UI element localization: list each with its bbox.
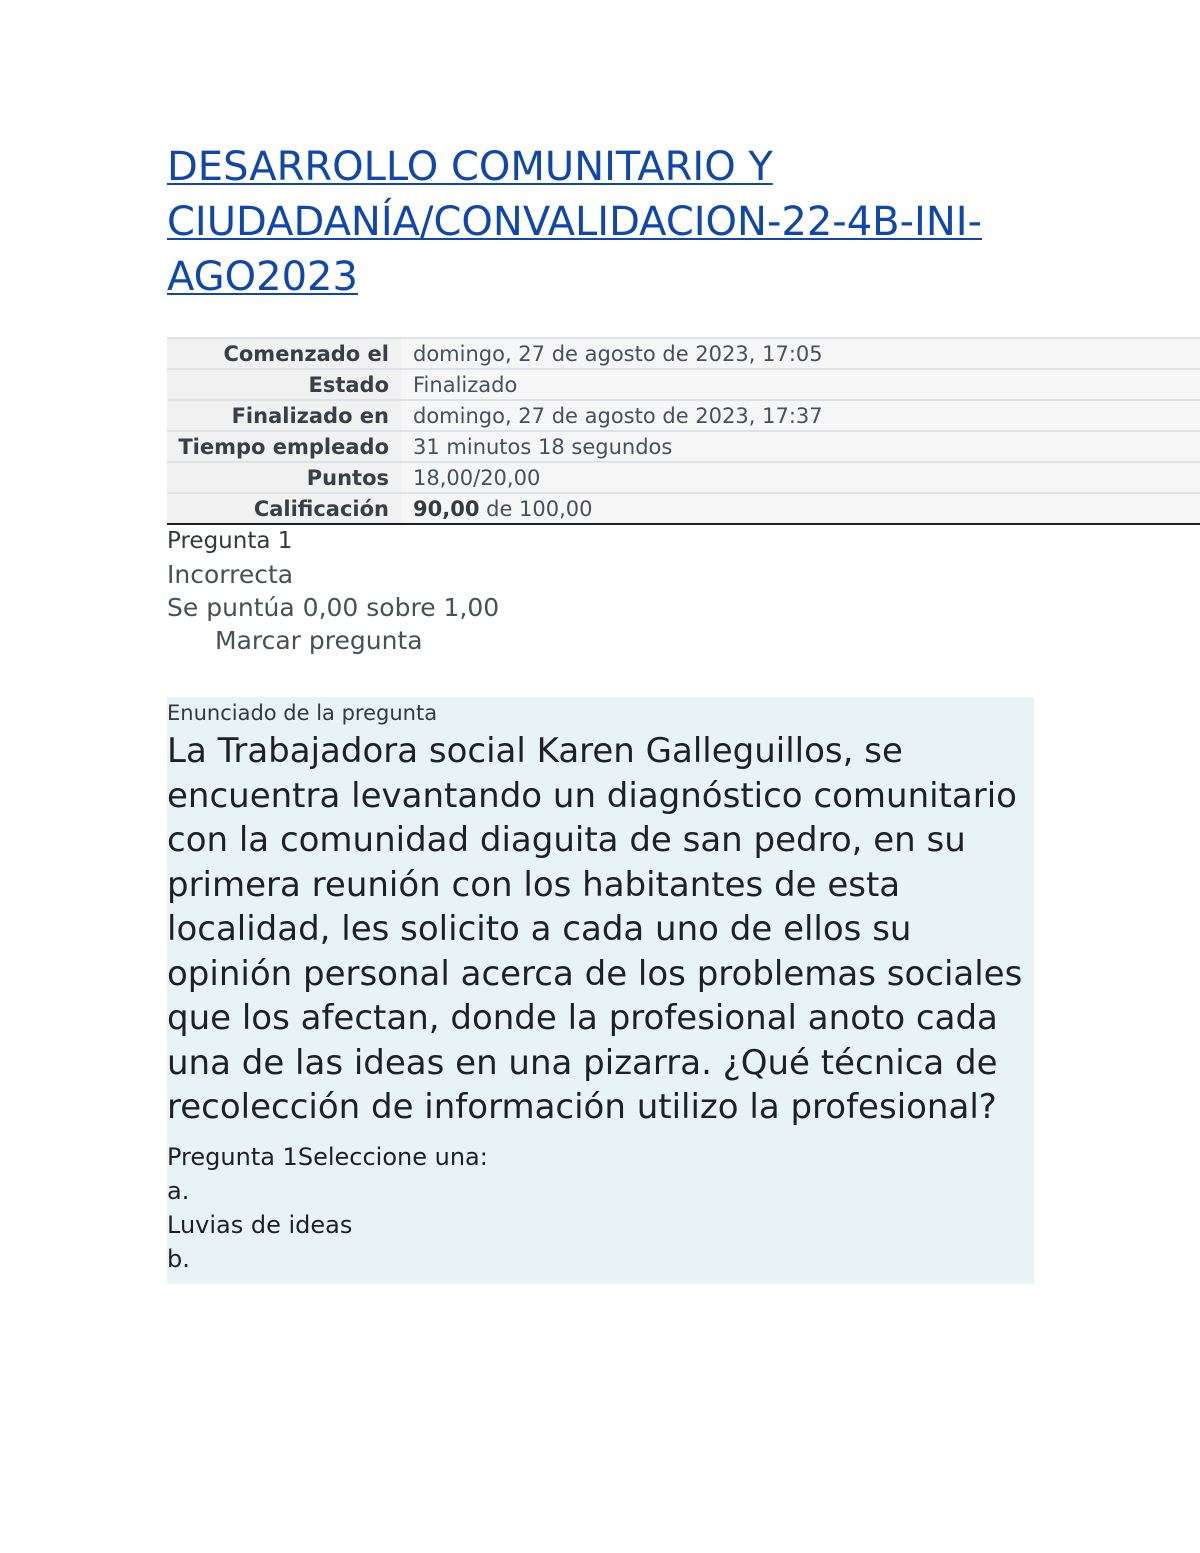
flag-question-link[interactable]: Marcar pregunta bbox=[215, 626, 423, 655]
course-title-link[interactable]: DESARROLLO COMUNITARIO Y CIUDADANÍA/CONVALIDACION-22-4B-INI-AGO2023 bbox=[167, 144, 982, 300]
summary-value bbox=[401, 493, 1200, 524]
question-number: Pregunta 1 bbox=[167, 528, 293, 554]
summary-value: Finalizado bbox=[401, 369, 1200, 400]
summary-value: domingo, 27 de agosto de 2023, 17:37 bbox=[401, 400, 1200, 431]
grade-score: 90,00 bbox=[413, 497, 480, 521]
quiz-review-page bbox=[167, 140, 1200, 1284]
summary-label: Tiempo empleado bbox=[167, 431, 401, 462]
summary-value: domingo, 27 de agosto de 2023, 17:05 bbox=[401, 338, 1200, 369]
summary-label: Calificación bbox=[167, 493, 401, 524]
option-text-a[interactable]: Luvias de ideas bbox=[167, 1210, 353, 1239]
summary-value: 18,00/20,00 bbox=[401, 462, 1200, 493]
summary-label: Puntos bbox=[167, 462, 401, 493]
question-score: Se puntúa 0,00 sobre 1,00 bbox=[167, 593, 500, 622]
option-letter-a[interactable]: a. bbox=[167, 1176, 190, 1205]
option-letter-b[interactable]: b. bbox=[167, 1244, 190, 1273]
summary-label: Estado bbox=[167, 369, 401, 400]
grade-max: de 100,00 bbox=[479, 497, 593, 521]
summary-row-state bbox=[167, 369, 1200, 400]
summary-row-grade bbox=[167, 493, 1200, 524]
question-content bbox=[167, 697, 1034, 1284]
summary-row-time bbox=[167, 431, 1200, 462]
select-one-prompt: Pregunta 1Seleccione una: bbox=[167, 1142, 488, 1171]
summary-label: Finalizado en bbox=[167, 400, 401, 431]
attempt-summary-table bbox=[167, 337, 1200, 525]
summary-row-started bbox=[167, 338, 1200, 369]
question-status: Incorrecta bbox=[167, 560, 294, 589]
summary-row-points bbox=[167, 462, 1200, 493]
question-info bbox=[167, 525, 1200, 657]
question-text: La Trabajadora social Karen Galleguillos, se encuentra levantando un diagnóstico comunitario con la comunidad diaguita de san pedro, en su primera reunión con los habitantes de esta localidad, les solicito a cada uno de ellos su opinión personal acerca de los problemas sociales que los afectan, donde la profesional anoto cada una de las ideas en una pizarra. ¿Qué técnica de recolección de información utilizo la profesional? bbox=[167, 731, 1023, 1127]
summary-row-finished bbox=[167, 400, 1200, 431]
question-caption: Enunciado de la pregunta bbox=[167, 701, 438, 725]
summary-label: Comenzado el bbox=[167, 338, 401, 369]
summary-value: 31 minutos 18 segundos bbox=[401, 431, 1200, 462]
